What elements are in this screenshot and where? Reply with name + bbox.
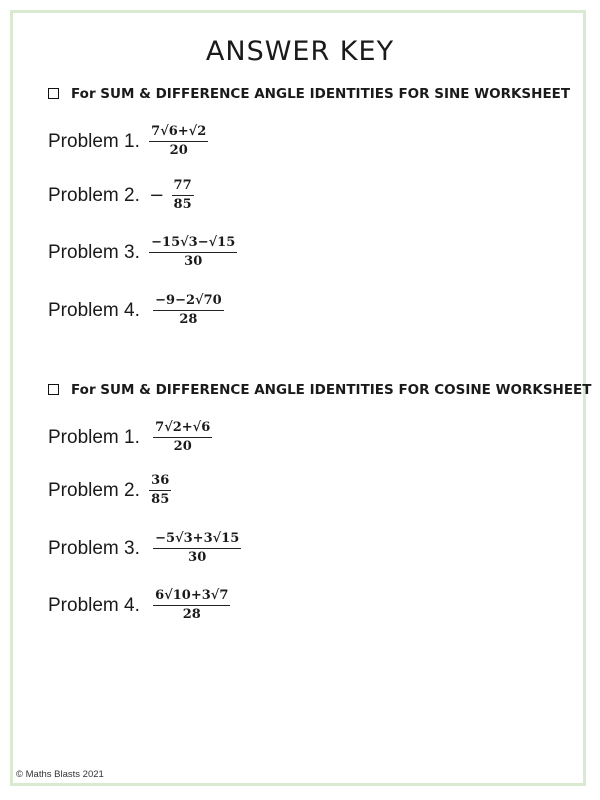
copyright-footer: © Maths Blasts 2021 (16, 769, 104, 780)
problem-row (48, 531, 241, 566)
checkbox-icon (48, 88, 59, 99)
numerator: 77 (172, 178, 194, 196)
checkbox-icon (48, 384, 59, 395)
answer (149, 473, 171, 508)
numerator: 36 (149, 473, 171, 491)
denominator: 30 (184, 254, 203, 269)
answer (153, 588, 230, 623)
numerator: 7√6+√2 (149, 124, 208, 142)
denominator: 20 (173, 439, 192, 454)
section-heading-cosine (48, 382, 592, 398)
problem-label: Problem 4. (48, 594, 140, 616)
problem-label: Problem 1. (48, 426, 140, 448)
fraction (153, 588, 230, 623)
problem-row (48, 293, 224, 328)
problem-label: Problem 4. (48, 299, 140, 321)
problem-row (48, 420, 212, 455)
fraction (149, 235, 237, 270)
problem-row (48, 178, 194, 213)
answer (149, 235, 237, 270)
problem-row (48, 588, 230, 623)
numerator: −15√3−√15 (149, 235, 237, 253)
denominator: 30 (188, 550, 207, 565)
fraction (149, 124, 208, 159)
numerator: 7√2+√6 (153, 420, 212, 438)
section-heading-text: For SUM & DIFFERENCE ANGLE IDENTITIES FOR SINE WORKSHEET (71, 86, 571, 102)
denominator: 20 (169, 143, 188, 158)
fraction (172, 178, 194, 213)
answer (149, 124, 208, 159)
problem-row (48, 473, 171, 508)
problem-row (48, 124, 208, 159)
problem-label: Problem 2. (48, 479, 140, 501)
denominator: 85 (151, 492, 170, 507)
minus-sign: − (149, 185, 165, 206)
problem-label: Problem 3. (48, 537, 140, 559)
fraction (149, 473, 171, 508)
problem-label: Problem 2. (48, 184, 140, 206)
fraction (153, 531, 241, 566)
problem-row (48, 235, 237, 270)
section-heading-text: For SUM & DIFFERENCE ANGLE IDENTITIES FOR COSINE WORKSHEET (71, 382, 592, 398)
answer (149, 178, 193, 213)
answer (153, 293, 224, 328)
page-title: ANSWER KEY (205, 36, 395, 67)
answer (153, 531, 241, 566)
section-heading-sine (48, 86, 570, 102)
numerator: −5√3+3√15 (153, 531, 241, 549)
fraction (153, 293, 224, 328)
answer (153, 420, 212, 455)
problem-label: Problem 3. (48, 241, 140, 263)
numerator: −9−2√70 (153, 293, 224, 311)
problem-label: Problem 1. (48, 130, 140, 152)
denominator: 85 (173, 197, 192, 212)
denominator: 28 (179, 312, 198, 327)
numerator: 6√10+3√7 (153, 588, 230, 606)
denominator: 28 (182, 607, 201, 622)
fraction (153, 420, 212, 455)
